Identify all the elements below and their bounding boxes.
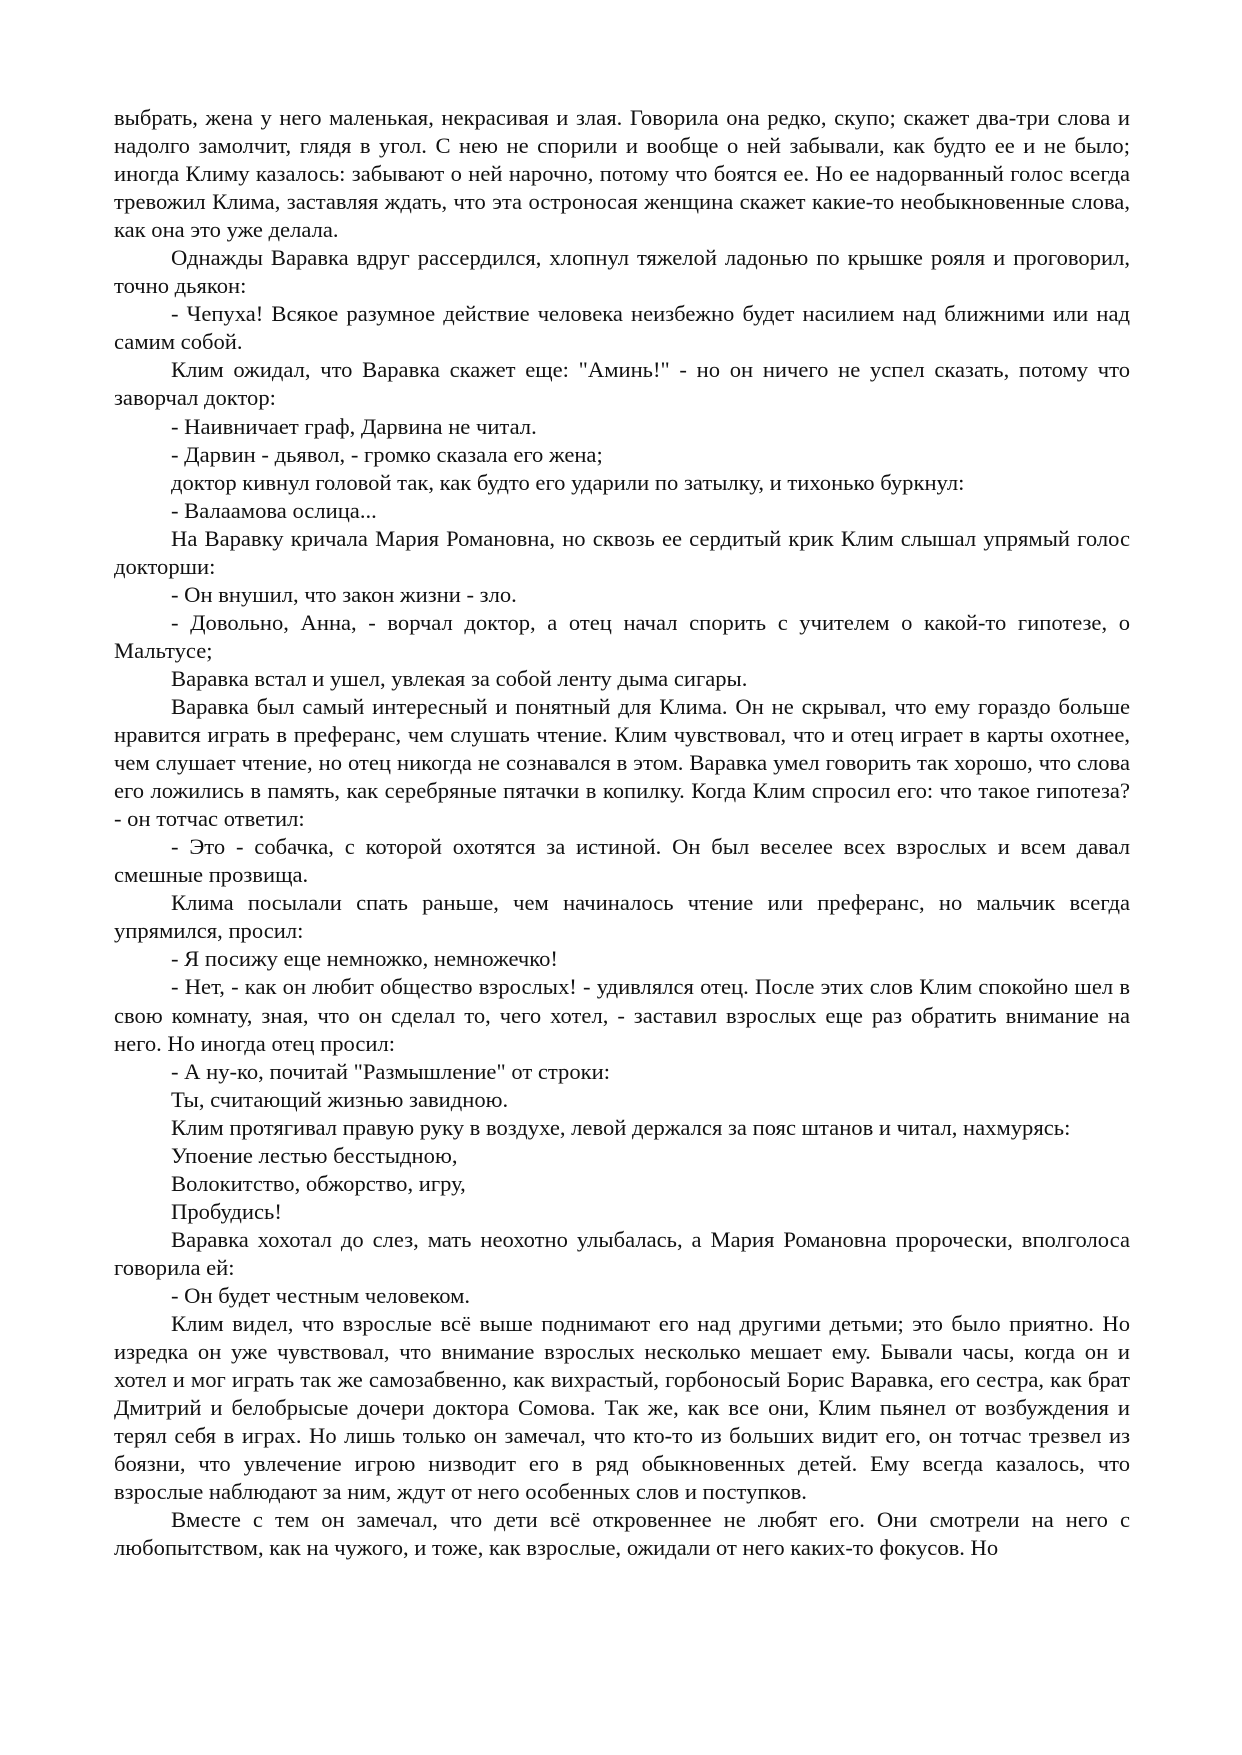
verse-line-3: Волокитство, обжорство, игру, <box>171 1170 466 1196</box>
paragraph-25: - Он будет честным человеком. <box>171 1282 471 1308</box>
paragraph-20: Клим протягивал правую руку в воздухе, левой держался за пояс штанов и читал, нахмурясь: <box>171 1114 1071 1140</box>
paragraph-14: - Это - собачка, с которой охотятся за истиной. Он был веселее всех взрослых и всем давал смешные прозвища. <box>114 834 1130 888</box>
text-body <box>114 104 1130 1562</box>
paragraph-9: На Варавку кричала Мария Романовна, но сквозь ее сердитый крик Клим слышал упрямый голос докторши: <box>114 525 1130 579</box>
paragraph-3: - Чепуха! Всякое разумное действие человека неизбежно будет насилием над ближними или над самим собой. <box>114 301 1130 355</box>
paragraph-27: Вместе с тем он замечал, что дети всё откровеннее не любят его. Они смотрели на него с любопытством, как на чужого, и тоже, как взрослые, ожидали от него каких-то фокусов. Но <box>114 1507 1130 1561</box>
paragraph-8: - Валаамова ослица... <box>171 497 377 523</box>
paragraph-12: Варавка встал и ушел, увлекая за собой ленту дыма сигары. <box>171 665 748 691</box>
paragraph-17: - Нет, - как он любит общество взрослых! - удивлялся отец. После этих слов Клим спокойно шел в свою комнату, зная, что он сделал то, чего хотел, - заставил взрослых еще раз обратить внимание на него. Но иногда отец просил: <box>114 974 1130 1056</box>
paragraph-7: доктор кивнул головой так, как будто его ударили по затылку, и тихонько буркнул: <box>171 469 965 495</box>
verse-line-4: Пробудись! <box>171 1198 282 1224</box>
paragraph-13: Варавка был самый интересный и понятный для Клима. Он не скрывал, что ему гораздо больше нравится играть в преферанс, чем слушать чтение. Клим чувствовал, что и отец играет в карты охотнее, чем слушает чтение, но отец никогда не сознавался в этом. Варавка умел говорить так хорошо, что слова его ложились в память, как серебряные пятачки в копилку. Когда Клим спросил его: что такое гипотеза? - он тотчас ответил: <box>114 693 1130 832</box>
paragraph-26: Клим видел, что взрослые всё выше поднимают его над другими детьми; это было приятно. Но изредка он уже чувствовал, что внимание взрослых несколько мешает ему. Бывали часы, когда он и хотел и мог играть так же самозабвенно, как вихрастый, горбоносый Борис Варавка, его сестра, как брат Дмитрий и белобрысые дочери доктора Сомова. Так же, как все они, Клим пьянел от возбуждения и терял себя в играх. Но лишь только он замечал, что кто-то из больших видит его, он тотчас трезвел из боязни, что увлечение игрою низводит его в ряд обыкновенных детей. Ему всегда казалось, что взрослые наблюдают за ним, ждут от него особенных слов и поступков. <box>114 1311 1130 1505</box>
paragraph-11: - Довольно, Анна, - ворчал доктор, а отец начал спорить с учителем о какой-то гипотезе, о Мальтусе; <box>114 609 1130 663</box>
paragraph-4: Клим ожидал, что Варавка скажет еще: "Аминь!" - но он ничего не успел сказать, потому что заворчал доктор: <box>114 357 1130 411</box>
paragraph-24: Варавка хохотал до слез, мать неохотно улыбалась, а Мария Романовна пророчески, вполголоса говорила ей: <box>114 1226 1130 1280</box>
paragraph-16: - Я посижу еще немножко, немножечко! <box>171 946 558 972</box>
paragraph-15: Клима посылали спать раньше, чем начиналось чтение или преферанс, но мальчик всегда упрямился, просил: <box>114 890 1130 944</box>
verse-line-2: Упоение лестью бесстыдною, <box>171 1142 458 1168</box>
paragraph-18: - А ну-ко, почитай "Размышление" от строки: <box>171 1058 610 1084</box>
paragraph-5: - Наивничает граф, Дарвина не читал. <box>171 413 537 439</box>
verse-line-1: Ты, считающий жизнью завидною. <box>171 1086 509 1112</box>
paragraph-1: выбрать, жена у него маленькая, некрасивая и злая. Говорила она редко, скупо; скажет два-три слова и надолго замолчит, глядя в угол. С нею не спорили и вообще о ней забывали, как будто ее и не было; иногда Климу казалось: забывают о ней нарочно, потому что боятся ее. Но ее надорванный голос всегда тревожил Клима, заставляя ждать, что эта остроносая женщина скажет какие-то необыкновенные слова, как она это уже делала. <box>114 105 1130 243</box>
paragraph-10: - Он внушил, что закон жизни - зло. <box>171 581 517 607</box>
paragraph-2: Однажды Варавка вдруг рассердился, хлопнул тяжелой ладонью по крышке рояля и проговорил, точно дьякон: <box>114 245 1130 299</box>
paragraph-6: - Дарвин - дьявол, - громко сказала его жена; <box>171 441 603 467</box>
